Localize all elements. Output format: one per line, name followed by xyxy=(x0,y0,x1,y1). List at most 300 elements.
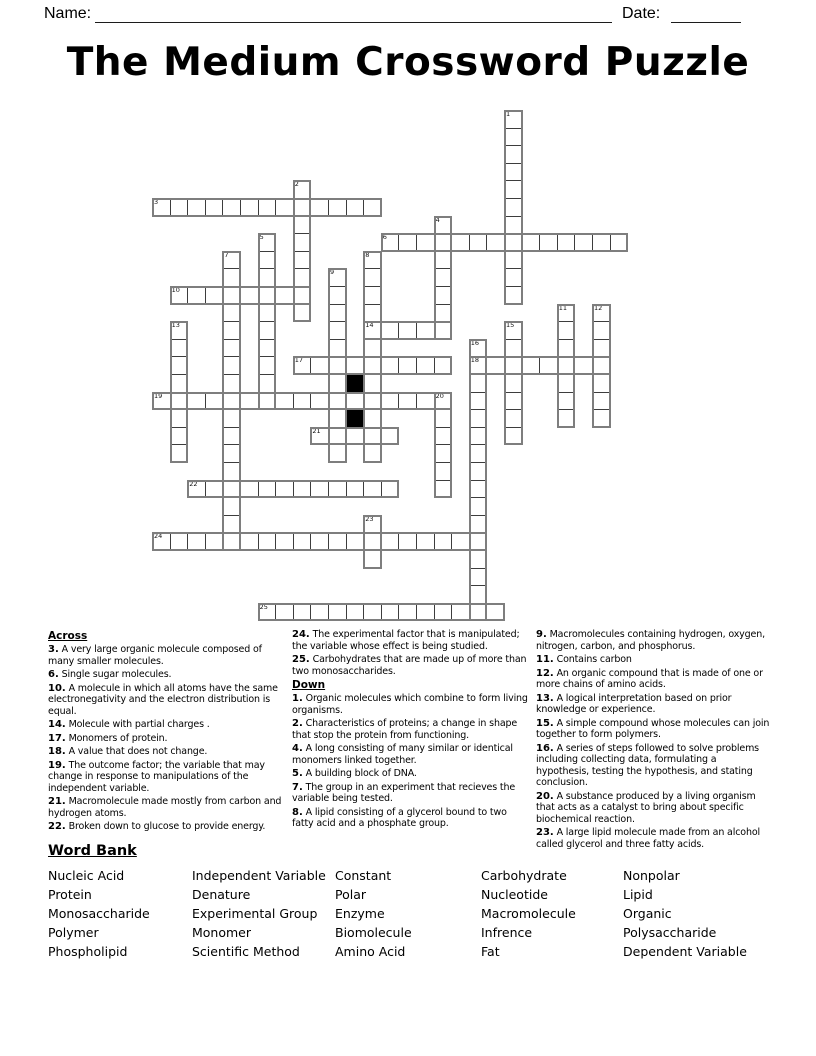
clue-number: 11. xyxy=(536,654,554,665)
grid-cell xyxy=(504,198,523,217)
grid-cell-number: 21 xyxy=(312,426,321,435)
word-bank-item: Dependent Variable xyxy=(623,944,747,959)
clue-number: 19. xyxy=(48,759,66,771)
word-bank-title: Word Bank xyxy=(48,843,137,859)
grid-cell xyxy=(222,497,241,516)
grid-cell xyxy=(346,427,365,446)
grid-cell xyxy=(328,374,347,393)
grid-cell xyxy=(469,409,488,428)
clue-number: 6. xyxy=(48,669,59,680)
clue-item: 22. Broken down to glucose to provide energy. xyxy=(48,821,266,832)
clue-item: 21. Macromolecule made mostly from carbon and hydrogen atoms. xyxy=(48,796,282,819)
grid-cell xyxy=(592,356,611,375)
grid-cell xyxy=(469,444,488,463)
clue-section-header: Down xyxy=(292,679,326,691)
grid-cell xyxy=(310,603,329,622)
grid-cell xyxy=(205,532,224,551)
grid-cell xyxy=(363,251,382,270)
grid-cell xyxy=(310,392,329,411)
word-bank-item: Amino Acid xyxy=(335,944,406,959)
word-bank-column xyxy=(481,866,623,961)
word-bank-item: Independent Variable xyxy=(192,868,326,883)
clue-number: 3. xyxy=(48,644,59,655)
grid-cell xyxy=(434,532,453,551)
clue-item: 25. Carbohydrates that are made up of more than two monosaccharides. xyxy=(292,654,527,677)
word-bank-item: Lipid xyxy=(623,887,653,902)
grid-cell xyxy=(434,444,453,463)
word-bank-item: Constant xyxy=(335,868,392,883)
grid-cell xyxy=(434,480,453,499)
clue-column-2 xyxy=(292,629,536,852)
word-bank-item: Macromolecule xyxy=(481,906,576,921)
grid-cell xyxy=(293,180,312,199)
grid-cell xyxy=(222,409,241,428)
grid-cell xyxy=(363,268,382,287)
page-title: The Medium Crossword Puzzle xyxy=(66,40,750,85)
clue-item: 9. Macromolecules containing hydrogen, oxygen, nitrogen, carbon, and phosphorus. xyxy=(536,629,765,652)
grid-cell xyxy=(469,339,488,358)
grid-cell xyxy=(258,356,277,375)
name-label: Name: xyxy=(44,5,92,22)
grid-cell-number: 1 xyxy=(506,110,511,118)
grid-cell xyxy=(240,198,259,217)
grid-cell xyxy=(469,392,488,411)
clue-number: 9. xyxy=(536,629,547,640)
grid-cell xyxy=(187,392,206,411)
grid-cell xyxy=(346,392,365,411)
grid-cell xyxy=(258,251,277,270)
name-blank-line xyxy=(95,6,612,23)
grid-cell-number: 14 xyxy=(365,321,374,330)
grid-cell xyxy=(416,532,435,551)
grid-cell xyxy=(381,321,400,340)
grid-cell xyxy=(222,356,241,375)
grid-cell xyxy=(504,233,523,252)
word-bank-item: Carbohydrate xyxy=(481,868,567,883)
grid-cell xyxy=(328,409,347,428)
grid-cell xyxy=(592,233,611,252)
grid-cell xyxy=(258,603,277,622)
word-bank-item: Polymer xyxy=(48,925,99,940)
grid-cell xyxy=(434,304,453,323)
clue-column-1 xyxy=(48,629,292,852)
clue-section xyxy=(48,630,284,833)
clue-number: 5. xyxy=(292,768,303,779)
grid-cell xyxy=(434,216,453,235)
grid-cell-number: 16 xyxy=(470,338,480,347)
grid-cell xyxy=(557,392,576,411)
clue-number: 15. xyxy=(536,717,554,729)
clue-number: 20. xyxy=(536,790,554,802)
grid-cell xyxy=(170,427,189,446)
grid-cell xyxy=(328,532,347,551)
grid-cell xyxy=(504,110,523,129)
grid-cell xyxy=(328,321,347,340)
grid-cell xyxy=(469,568,488,587)
grid-cell xyxy=(539,233,558,252)
grid-cell xyxy=(557,356,576,375)
grid-cell xyxy=(222,321,241,340)
clue-number: 18. xyxy=(48,746,66,757)
grid-cell xyxy=(170,356,189,375)
grid-cell xyxy=(328,603,347,622)
grid-cell-number: 9 xyxy=(330,268,335,277)
grid-cell xyxy=(275,480,294,499)
grid-cell xyxy=(504,321,523,340)
grid-cell xyxy=(293,286,312,305)
grid-cell xyxy=(434,286,453,305)
clue-item: 19. The outcome factor; the variable that may change in response to manipulations of the independent variable. xyxy=(48,759,265,794)
grid-cell xyxy=(170,198,189,217)
clue-item: 4. A long consisting of many similar or identical monomers linked together. xyxy=(292,743,513,766)
grid-cell xyxy=(363,515,382,534)
grid-cell xyxy=(240,392,259,411)
grid-cell-number: 23 xyxy=(365,514,374,523)
grid-cell xyxy=(170,286,189,305)
grid-cell xyxy=(486,603,505,622)
grid-cell xyxy=(187,532,206,551)
grid-cell xyxy=(258,374,277,393)
grid-cell xyxy=(328,286,347,305)
grid-cell xyxy=(205,392,224,411)
grid-cell xyxy=(398,321,417,340)
grid-cell xyxy=(398,392,417,411)
grid-cell xyxy=(205,198,224,217)
grid-cell xyxy=(557,374,576,393)
clue-item: 12. An organic compound that is made of one or more chains of amino acids. xyxy=(536,667,763,690)
clue-item: 10. A molecule in which all atoms have the same electronegativity and the electron distribution is equal. xyxy=(48,682,278,717)
clue-number: 7. xyxy=(292,781,303,793)
grid-cell xyxy=(398,233,417,252)
grid-cell xyxy=(469,585,488,604)
grid-cell xyxy=(363,198,382,217)
grid-cell xyxy=(363,427,382,446)
grid-cell xyxy=(504,356,523,375)
grid-cell xyxy=(434,392,453,411)
grid-cell xyxy=(504,339,523,358)
grid-cell xyxy=(416,356,435,375)
grid-cell xyxy=(574,356,593,375)
grid-cell xyxy=(258,532,277,551)
grid-cell xyxy=(222,198,241,217)
grid-cell xyxy=(434,409,453,428)
grid-cell xyxy=(240,286,259,305)
clue-number: 1. xyxy=(292,693,303,704)
grid-cell-number: 25 xyxy=(259,602,268,611)
grid-cell xyxy=(258,286,277,305)
clue-number: 17. xyxy=(48,732,66,744)
grid-cell xyxy=(222,444,241,463)
grid-cell xyxy=(222,392,241,411)
grid-cell-number: 24 xyxy=(154,532,163,541)
grid-cell xyxy=(434,268,453,287)
grid-cell xyxy=(346,198,365,217)
grid-cell xyxy=(328,444,347,463)
word-bank-column xyxy=(335,866,481,961)
clue-columns xyxy=(48,629,780,852)
grid-cell xyxy=(363,444,382,463)
grid-cell xyxy=(469,356,488,375)
grid-cell xyxy=(258,304,277,323)
clue-number: 22. xyxy=(48,821,66,832)
grid-cell xyxy=(434,427,453,446)
word-bank-item: Enzyme xyxy=(335,906,385,921)
grid-cell xyxy=(187,198,206,217)
grid-cell xyxy=(469,462,488,481)
word-bank-item: Fat xyxy=(481,944,500,959)
grid-cell xyxy=(416,603,435,622)
grid-cell-number: 5 xyxy=(259,233,264,242)
grid-cell xyxy=(328,480,347,499)
grid-cell xyxy=(275,603,294,622)
grid-cell xyxy=(398,603,417,622)
grid-cell xyxy=(504,180,523,199)
grid-cell xyxy=(557,233,576,252)
grid-cell xyxy=(451,532,470,551)
grid-cell xyxy=(275,198,294,217)
grid-cell xyxy=(346,480,365,499)
clue-item: 20. A substance produced by a living organism that acts as a catalyst to bring about specific biochemical reaction. xyxy=(536,790,756,825)
grid-cell-number: 20 xyxy=(435,391,444,400)
clue-item: 11. Contains carbon xyxy=(536,654,632,665)
grid-cell xyxy=(381,603,400,622)
grid-cell xyxy=(152,198,171,217)
clue-number: 4. xyxy=(292,743,303,754)
grid-cell xyxy=(557,339,576,358)
grid-cell xyxy=(363,480,382,499)
grid-cell xyxy=(222,462,241,481)
grid-cell xyxy=(504,268,523,287)
grid-cell xyxy=(152,392,171,411)
grid-cell xyxy=(258,268,277,287)
grid-cell xyxy=(434,462,453,481)
grid-cell xyxy=(557,409,576,428)
clue-number: 25. xyxy=(292,654,310,665)
grid-cell-number: 15 xyxy=(506,321,515,330)
grid-cell xyxy=(170,374,189,393)
grid-cell xyxy=(416,233,435,252)
grid-cell xyxy=(187,480,206,499)
grid-cell xyxy=(592,374,611,393)
word-bank-item: Infrence xyxy=(481,925,533,940)
grid-cell xyxy=(258,392,277,411)
grid-cell xyxy=(205,286,224,305)
grid-cell xyxy=(381,233,400,252)
clue-number: 21. xyxy=(48,796,66,807)
clue-column-3 xyxy=(536,629,780,852)
grid-cell xyxy=(346,532,365,551)
grid-cell xyxy=(592,339,611,358)
grid-cell xyxy=(222,251,241,270)
grid-cell xyxy=(363,550,382,569)
grid-cell xyxy=(434,603,453,622)
grid-cell xyxy=(293,392,312,411)
grid-cell xyxy=(469,233,488,252)
grid-cell xyxy=(222,427,241,446)
word-bank-item: Nucleic Acid xyxy=(48,868,125,883)
clue-item: 14. Molecule with partial charges . xyxy=(48,719,210,730)
word-bank-column xyxy=(192,866,335,961)
date-blank-line xyxy=(671,6,741,23)
grid-cell xyxy=(170,444,189,463)
grid-cell xyxy=(504,128,523,147)
grid-cell xyxy=(416,321,435,340)
grid-cell-number: 19 xyxy=(154,391,163,400)
grid-cell xyxy=(293,251,312,270)
grid-cell xyxy=(310,480,329,499)
word-bank-item: Polar xyxy=(335,887,367,902)
grid-cell xyxy=(381,356,400,375)
grid-cell xyxy=(416,392,435,411)
grid-cell xyxy=(381,480,400,499)
grid-cell xyxy=(310,356,329,375)
grid-cell xyxy=(504,427,523,446)
word-bank-columns xyxy=(48,866,793,961)
clue-number: 8. xyxy=(292,806,303,818)
grid-cell xyxy=(434,321,453,340)
grid-cell xyxy=(222,268,241,287)
grid-cell xyxy=(522,233,541,252)
grid-cell xyxy=(610,233,629,252)
grid-cell xyxy=(539,356,558,375)
word-bank-item: Scientific Method xyxy=(192,944,300,959)
clue-item: 6. Single sugar molecules. xyxy=(48,669,172,680)
clue-section-header: Across xyxy=(48,630,88,642)
grid-cell xyxy=(557,321,576,340)
word-bank-item: Polysaccharide xyxy=(623,925,717,940)
grid-cell xyxy=(222,304,241,323)
grid-cell-number: 3 xyxy=(154,198,159,206)
grid-cell xyxy=(222,532,241,551)
grid-cell xyxy=(557,304,576,323)
grid-cell xyxy=(486,356,505,375)
grid-cell xyxy=(469,427,488,446)
word-bank-item: Experimental Group xyxy=(192,906,318,921)
grid-cell xyxy=(486,233,505,252)
grid-cell xyxy=(328,356,347,375)
grid-cell xyxy=(434,356,453,375)
grid-cell xyxy=(240,480,259,499)
grid-cell-number: 6 xyxy=(382,233,387,242)
grid-cell xyxy=(469,603,488,622)
date-label: Date: xyxy=(622,5,661,22)
grid-cell xyxy=(328,304,347,323)
word-bank-item: Nucleotide xyxy=(481,887,548,902)
grid-cell xyxy=(293,233,312,252)
grid-cell-number: 17 xyxy=(294,356,304,365)
grid-cell xyxy=(205,480,224,499)
clue-section xyxy=(292,679,528,830)
clue-item: 2. Characteristics of proteins; a change in shape that stop the protein from functioning. xyxy=(292,718,518,741)
grid-cell xyxy=(434,233,453,252)
grid-cell xyxy=(504,392,523,411)
grid-cell xyxy=(222,515,241,534)
grid-cell xyxy=(293,198,312,217)
clue-number: 14. xyxy=(48,719,66,730)
word-bank-item: Phospholipid xyxy=(48,944,128,959)
clue-item: 18. A value that does not change. xyxy=(48,746,208,757)
word-bank-item: Protein xyxy=(48,887,92,902)
clue-number: 10. xyxy=(48,682,66,694)
word-bank-item: Nonpolar xyxy=(623,868,680,883)
grid-cell xyxy=(363,374,382,393)
grid-cell xyxy=(170,532,189,551)
word-bank-column xyxy=(623,866,788,961)
clue-item: 23. A large lipid molecule made from an alcohol called glycerol and three fatty acids. xyxy=(536,827,760,850)
clue-item: 16. A series of steps followed to solve problems including collecting data, formulating a hypothesis, testing the hypothesis, and stating conclusion. xyxy=(536,742,759,788)
grid-cell xyxy=(522,356,541,375)
grid-cell xyxy=(398,356,417,375)
grid-cell xyxy=(451,603,470,622)
grid-cell xyxy=(258,198,277,217)
grid-cell xyxy=(504,145,523,164)
grid-cell xyxy=(469,480,488,499)
grid-cell xyxy=(258,321,277,340)
grid-cell xyxy=(381,392,400,411)
clue-item: 7. The group in an experiment that recieves the variable being tested. xyxy=(292,781,516,804)
grid-cell xyxy=(152,532,171,551)
clue-item: 17. Monomers of protein. xyxy=(48,732,168,744)
clue-number: 12. xyxy=(536,667,554,679)
grid-cell xyxy=(469,532,488,551)
grid-cell-number: 11 xyxy=(558,303,568,312)
grid-cell xyxy=(398,532,417,551)
grid-cell xyxy=(592,392,611,411)
grid-cell xyxy=(222,480,241,499)
word-bank-item: Monosaccharide xyxy=(48,906,150,921)
grid-cell xyxy=(170,321,189,340)
grid-cell-number: 4 xyxy=(435,215,440,224)
grid-cell xyxy=(504,216,523,235)
grid-cell xyxy=(346,603,365,622)
grid-black-cell xyxy=(346,374,365,393)
grid-cell xyxy=(451,233,470,252)
word-bank-item: Monomer xyxy=(192,925,252,940)
grid-cell xyxy=(469,497,488,516)
grid-cell xyxy=(504,163,523,182)
clue-item: 15. A simple compound whose molecules can join together to form polymers. xyxy=(536,717,770,740)
clue-number: 16. xyxy=(536,742,554,754)
grid-cell xyxy=(469,515,488,534)
clue-number: 23. xyxy=(536,827,554,838)
clue-item: 13. A logical interpretation based on prior knowledge or experience. xyxy=(536,692,732,715)
grid-cell xyxy=(293,603,312,622)
grid-cell xyxy=(469,374,488,393)
grid-cell xyxy=(275,286,294,305)
word-bank-item: Organic xyxy=(623,906,672,921)
grid-cell xyxy=(170,392,189,411)
grid-cell xyxy=(434,251,453,270)
grid-cell xyxy=(293,304,312,323)
grid-cell xyxy=(310,198,329,217)
grid-black-cell xyxy=(346,409,365,428)
grid-cell xyxy=(504,251,523,270)
grid-cell xyxy=(328,427,347,446)
grid-cell xyxy=(275,532,294,551)
grid-cell xyxy=(310,532,329,551)
grid-cell-number: 7 xyxy=(224,250,229,259)
grid-cell xyxy=(469,550,488,569)
clue-item: 3. A very large organic molecule composed of many smaller molecules. xyxy=(48,644,262,667)
grid-cell xyxy=(592,409,611,428)
clue-item: 8. A lipid consisting of a glycerol bound to two fatty acid and a phosphate group. xyxy=(292,806,507,829)
grid-cell xyxy=(592,321,611,340)
grid-cell xyxy=(328,339,347,358)
clue-section xyxy=(536,629,772,850)
grid-cell-number: 22 xyxy=(189,479,198,488)
grid-cell xyxy=(222,374,241,393)
grid-cell xyxy=(363,532,382,551)
